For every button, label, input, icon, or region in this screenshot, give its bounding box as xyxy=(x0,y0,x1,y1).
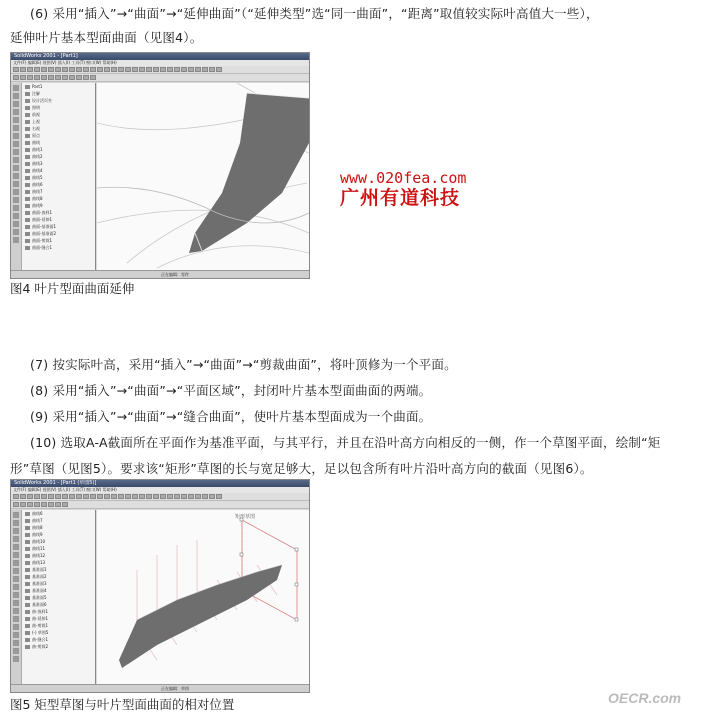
paragraph-6-line-2: 延伸叶片基本型面曲面（见图4）。 xyxy=(10,30,203,45)
paragraph-10-line-2: 形”草图（见图5）。要求该“矩形”草图的长与宽足够大，足以包含所有叶片沿叶高方向的截面（见图6）。 xyxy=(10,461,593,476)
figure-4-screenshot xyxy=(10,52,310,279)
tree-item[interactable]: 曲线10 xyxy=(25,538,95,545)
graphics-area xyxy=(97,83,309,270)
sketch-label: 矩形草图 xyxy=(235,514,256,520)
tree-item[interactable]: 曲-放样1 xyxy=(25,608,95,615)
tree-item[interactable]: 照明 xyxy=(25,104,95,111)
tree-item[interactable]: 基准面5 xyxy=(25,594,95,601)
paragraph-6 xyxy=(10,2,695,50)
tree-item[interactable]: 曲线7 xyxy=(25,188,95,195)
paragraphs-7-10 xyxy=(10,352,695,482)
figure-4-caption: 图4 叶片型面曲面延伸 xyxy=(10,281,135,296)
watermark-site: www.020fea.com xyxy=(340,169,467,187)
tree-item[interactable]: 曲线1 xyxy=(25,146,95,153)
tree-item[interactable]: 曲线8 xyxy=(25,195,95,202)
tree-item[interactable]: 曲面-剪裁1 xyxy=(25,237,95,244)
tree-item[interactable]: 基准面2 xyxy=(25,573,95,580)
toolbar-2 xyxy=(11,74,309,82)
tree-item[interactable]: 注解 xyxy=(25,90,95,97)
tree-item[interactable]: 右视 xyxy=(25,125,95,132)
tree-item[interactable]: 曲-缝合1 xyxy=(25,636,95,643)
tree-item[interactable]: 曲线2 xyxy=(25,153,95,160)
tree-item[interactable]: 曲-剪裁1 xyxy=(25,622,95,629)
tree-item[interactable]: 曲面-放样1 xyxy=(25,209,95,216)
tree-item[interactable]: 曲线8 xyxy=(25,524,95,531)
paragraph-10-line-1: (10) 选取A-A截面所在平面作为基准平面，与其平行，并且在沿叶高方向相反的一侧，作一个草图平面，绘制“矩 xyxy=(30,435,661,450)
tree-item[interactable]: 曲面-延伸1 xyxy=(25,216,95,223)
tree-item[interactable]: 曲线6 xyxy=(25,510,95,517)
tree-item[interactable]: 曲线9 xyxy=(25,531,95,538)
menu-bar: 文件(F) 编辑(E) 视图(V) 插入(I) 工具(T) 窗口(W) 帮助(H) xyxy=(11,60,309,66)
left-toolbar xyxy=(11,510,22,684)
paragraph-6-line-1: (6) 采用“插入”→“曲面”→“延伸曲面”（“延伸类型”选“同一曲面”，“距离”取值较实际叶高值大一些）， xyxy=(30,6,599,21)
toolbar xyxy=(11,66,309,74)
tree-item[interactable]: 基准面3 xyxy=(25,580,95,587)
paragraph-7: (7) 按实际叶高，采用“插入”→“曲面”→“剪裁曲面”，将叶顶修为一个平面。 xyxy=(30,357,457,372)
window-titlebar: SolidWorks 2001 - [Part1] xyxy=(11,53,309,60)
status-bar: 正在编辑：零件 xyxy=(11,270,309,278)
tree-item[interactable]: 曲线7 xyxy=(25,517,95,524)
tree-item[interactable]: 曲面-基准面2 xyxy=(25,230,95,237)
tree-item[interactable]: 曲线3 xyxy=(25,160,95,167)
tree-item[interactable]: 曲面-基准面1 xyxy=(25,223,95,230)
tree-item[interactable]: Part1 xyxy=(25,83,95,90)
paragraph-8: (8) 采用“插入”→“曲面”→“平面区域”，封闭叶片基本型面曲面的两端。 xyxy=(30,383,432,398)
toolbar-2 xyxy=(11,501,309,509)
menu-bar: 文件(F) 编辑(E) 视图(V) 插入(I) 工具(T) 窗口(W) 帮助(H) xyxy=(11,487,309,493)
tree-item[interactable]: 上视 xyxy=(25,118,95,125)
tree-item[interactable]: 基准面6 xyxy=(25,601,95,608)
figure-5-screenshot xyxy=(10,479,310,693)
left-toolbar xyxy=(11,83,22,270)
watermark-corner: OECR.com xyxy=(608,690,682,706)
feature-tree xyxy=(22,510,96,684)
tree-item[interactable]: 设计活页夹 xyxy=(25,97,95,104)
tree-item[interactable]: 曲面-缝合1 xyxy=(25,244,95,251)
blade-surface xyxy=(189,93,309,253)
tree-item[interactable]: (-) 草图5 xyxy=(25,629,95,636)
sketch-and-blade-view xyxy=(97,510,309,684)
tree-item[interactable]: 基准面4 xyxy=(25,587,95,594)
tree-item[interactable]: 曲线9 xyxy=(25,202,95,209)
tree-item[interactable]: 曲线12 xyxy=(25,552,95,559)
tree-item[interactable]: 曲线6 xyxy=(25,181,95,188)
tree-item[interactable]: 前视 xyxy=(25,111,95,118)
tree-item[interactable]: 原点 xyxy=(25,132,95,139)
window-titlebar: SolidWorks 2001 - [Part1 (草图5)] xyxy=(11,480,309,487)
watermark-company: 广州有道科技 xyxy=(340,187,461,209)
tree-item[interactable]: 曲线13 xyxy=(25,559,95,566)
feature-tree xyxy=(22,83,96,270)
tree-item[interactable]: 曲-延伸1 xyxy=(25,615,95,622)
tree-item[interactable]: 曲线4 xyxy=(25,167,95,174)
tree-item[interactable]: 基准面1 xyxy=(25,566,95,573)
tree-item[interactable]: 曲线 xyxy=(25,139,95,146)
tree-item[interactable]: 曲-剪裁2 xyxy=(25,643,95,650)
tree-item[interactable]: 曲线5 xyxy=(25,174,95,181)
toolbar xyxy=(11,493,309,501)
tree-item[interactable]: 曲线11 xyxy=(25,545,95,552)
paragraph-9: (9) 采用“插入”→“曲面”→“缝合曲面”，使叶片基本型面成为一个曲面。 xyxy=(30,409,432,424)
figure-5-caption: 图5 矩型草图与叶片型面曲面的相对位置 xyxy=(10,697,235,712)
blade-surface-view xyxy=(97,83,309,270)
status-bar: 正在编辑：草图 xyxy=(11,684,309,692)
graphics-area xyxy=(97,510,309,684)
